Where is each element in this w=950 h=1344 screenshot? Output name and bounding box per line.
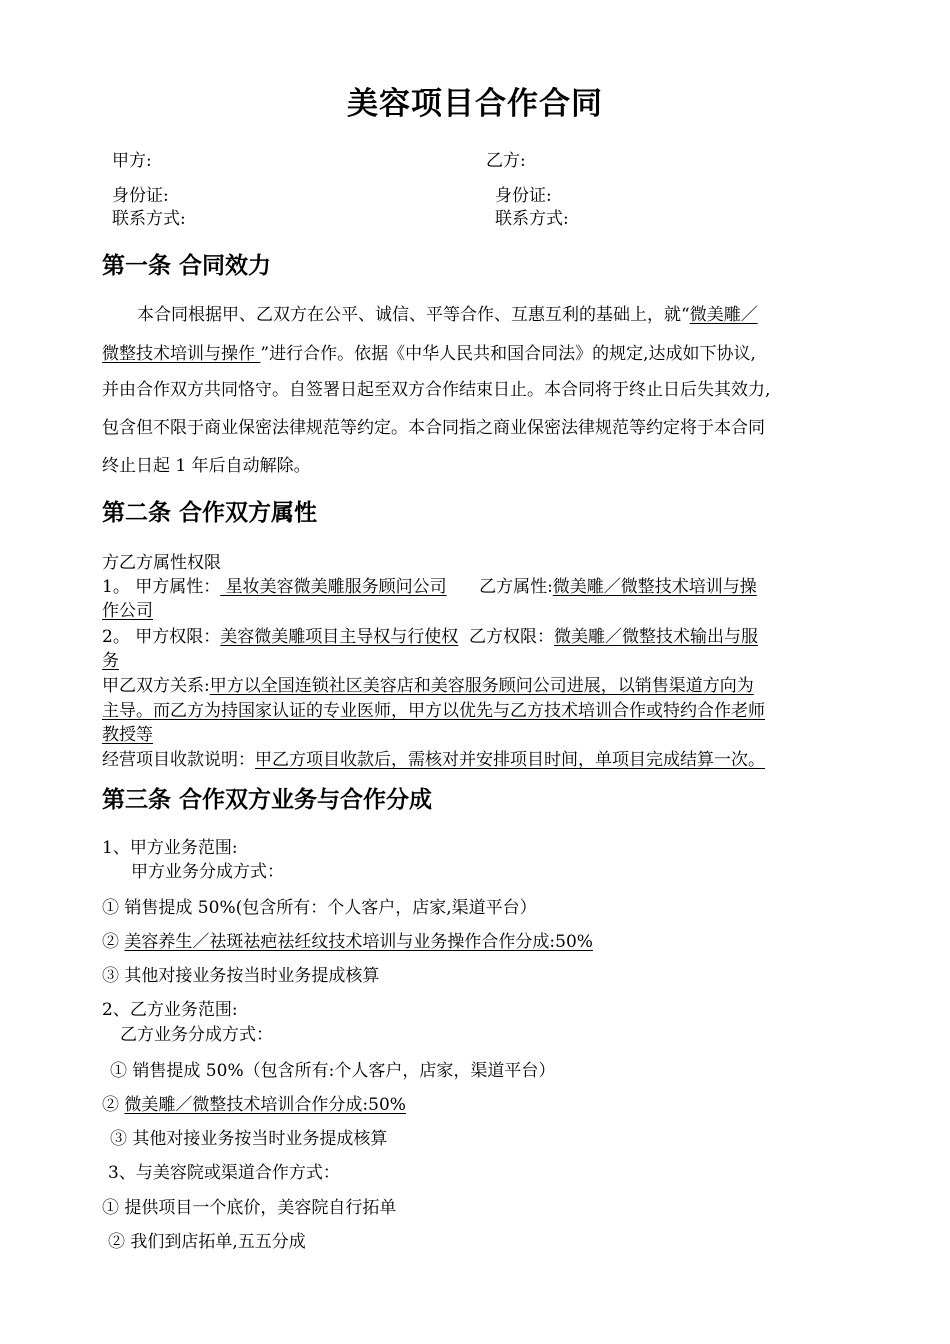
party-a-contact-label: 联系方式: (112, 209, 186, 229)
salon-cooperation-scope: 3、与美容院或渠道合作方式： (108, 1163, 340, 1183)
party-b-authority-value-cont: 务 (102, 651, 119, 671)
article-1-line-2 (102, 339, 756, 364)
party-b-authority-label: 乙方权限： (458, 627, 555, 647)
party-a-split-method: 甲方业务分成方式： (131, 862, 284, 882)
payment-note-line (102, 745, 765, 770)
party-a-authority-label: 2。 甲方权限： (102, 627, 221, 647)
article-2-heading: 第二条 合作双方属性 (102, 500, 318, 526)
article-1-text: 本合同根据甲、乙双方在公平、诚信、平等合作、互惠互利的基础上，就“ (137, 305, 690, 325)
attribute-row-1 (102, 572, 757, 597)
salon-item-2: ② 我们到店拓单,五五分成 (108, 1232, 306, 1252)
relationship-line-3: 教授等 (102, 725, 153, 745)
payment-note-text: 甲乙方项目收款后，需核对并安排项目时间，单项目完成结算一次。 (255, 750, 765, 770)
article-1-line-4: 包含但不限于商业保密法律规范等约定。本合同指之商业保密法律规范等约定将于本合同 (102, 418, 765, 438)
party-a-attribute-label: 1。 甲方属性： (102, 577, 221, 597)
party-a-scope: 1、甲方业务范围: (102, 838, 238, 858)
party-a-item-2-text: 美容养生／祛斑祛疤祛纴纹技术培训与业务操作合作分成:50% (124, 932, 593, 952)
attribute-row-2 (102, 622, 758, 647)
party-b-attribute-label: 乙方属性: (446, 577, 553, 597)
cooperation-project-text: 微美雕／ (689, 305, 758, 325)
party-a-item-2 (102, 927, 593, 952)
party-b-scope: 2、乙方业务范围: (102, 1000, 238, 1020)
party-b-id-label: 身份证: (495, 186, 552, 206)
party-b-item-2-text: 微美雕／微整技术培训合作分成:50% (124, 1095, 406, 1115)
party-a-attribute-value: 星妆美容微美雕服务顾问公司 (220, 577, 447, 597)
attributes-subtitle: 方乙方属性权限 (102, 553, 221, 573)
party-a-item-1: ① 销售提成 50%(包含所有：个人客户，店家,渠道平台） (102, 898, 537, 918)
item-marker: ② (102, 1095, 125, 1115)
party-b-attribute-value: 微美雕／微整技术培训与操 (552, 577, 757, 597)
article-3-heading: 第三条 合作双方业务与合作分成 (102, 787, 433, 813)
party-b-contact-label: 联系方式: (495, 209, 569, 229)
relationship-label: 甲乙双方关系: (102, 676, 210, 696)
article-1-text: ”进行合作。依据《中华人民共和国合同法》的规定,达成如下协议, (260, 344, 756, 364)
party-a-authority-value: 美容微美雕项目主导权与行使权 (220, 627, 459, 647)
item-marker: ② (102, 932, 125, 952)
article-1-heading: 第一条 合同效力 (102, 253, 272, 279)
party-b-authority-value: 微美雕／微整技术输出与服 (554, 627, 759, 647)
party-b-attribute-value-cont: 作公司 (102, 601, 153, 621)
article-1-line-1 (137, 300, 758, 325)
party-b-label: 乙方: (486, 151, 526, 171)
article-1-line-5: 终止日起 1 年后自动解除。 (102, 456, 311, 476)
relationship-line-1 (102, 671, 754, 696)
relationship-text: 甲方以全国连锁社区美容店和美容服务顾问公司进展，以销售渠道方向为 (209, 676, 754, 696)
party-a-id-label: 身份证: (112, 186, 169, 206)
party-a-label: 甲方: (112, 151, 152, 171)
payment-note-label: 经营项目收款说明： (102, 750, 255, 770)
party-a-item-3: ③ 其他对接业务按当时业务提成核算 (102, 966, 380, 986)
party-b-item-3: ③ 其他对接业务按当时业务提成核算 (110, 1129, 388, 1149)
cooperation-project-text-cont: 微整技术培训与操作 (102, 344, 261, 364)
party-b-item-1: ① 销售提成 50%（包含所有:个人客户，店家，渠道平台） (110, 1061, 556, 1081)
salon-item-1: ① 提供项目一个底价，美容院自行拓单 (102, 1198, 397, 1218)
document-title: 美容项目合作合同 (347, 86, 603, 122)
party-b-item-2 (102, 1090, 406, 1115)
relationship-line-2: 主导。而乙方为持国家认证的专业医师，甲方以优先与乙方技术培训合作或特约合作老师 (102, 701, 765, 721)
article-1-line-3: 并由合作双方共同恪守。自签署日起至双方合作结束日止。本合同将于终止日后失其效力, (102, 380, 771, 400)
party-b-split-method: 乙方业务分成方式： (120, 1025, 273, 1045)
